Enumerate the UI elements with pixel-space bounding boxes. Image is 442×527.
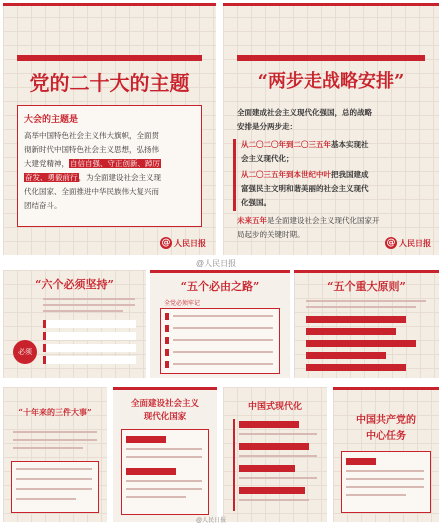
text-line [16,488,92,490]
card-title: “五个重大原则” [327,280,406,293]
watermark-top: @人民日报 [196,259,237,268]
path-bar [165,337,169,344]
content-bar [126,436,166,443]
text-line [173,315,273,317]
text-line [239,433,317,435]
text-line [239,499,309,501]
card-title-line-1: 中国共产党的 [356,415,416,426]
card-five-principles[interactable] [294,270,439,378]
step-1-period: 从二〇二〇年到二〇三五年 [241,140,331,149]
text-line [173,363,273,365]
text-line [16,468,92,470]
step-2-period: 从二〇三五年到本世纪中叶 [241,170,331,179]
must-badge: 必须 [13,340,37,364]
card-five-paths[interactable] [150,270,290,378]
card-title: “五个必由之路” [180,280,260,293]
text-line [126,488,202,490]
card-top-line [150,270,290,273]
step-1-line-1 [241,139,369,150]
content-bar [126,468,176,475]
text-line [346,494,406,496]
list-item [43,332,136,340]
path-bar [165,325,169,332]
card-title: “两步走战略安排” [257,71,405,92]
card-two-step[interactable] [223,3,439,255]
card-chinese-modernization[interactable] [223,387,327,522]
text-line-4 [24,172,161,183]
watermark-bottom: @人民日报 [196,518,227,524]
future-rest: 是全面建设社会主义现代化国家开 [267,216,380,225]
text-line [126,496,186,498]
principle-bar [306,352,386,359]
text-line [43,298,135,300]
step-2-line-3: 化强国。 [241,198,271,207]
future-line-2: 局起步的关键时期。 [237,230,305,239]
text-line [13,431,97,433]
text-line [13,439,97,441]
text-line-1: 高举中国特色社会主义伟大旗帜，全面贯 [24,131,159,140]
task-bar [346,458,376,465]
logo-icon: @ [161,238,171,248]
intro-line-1: 全面建成社会主义现代化强国，总的战略 [237,108,372,117]
step-2-line-1 [241,169,369,180]
card-top-line [333,387,439,390]
feature-bar [239,443,309,450]
step-1-line-2: 会主义现代化； [241,154,294,163]
path-bar [165,349,169,356]
text-line [346,486,424,488]
text-line [306,306,416,308]
card-three-events[interactable] [3,387,107,522]
highlight-1: 自信自强、守正创新、踔厉 [70,159,160,168]
feature-bar [239,487,305,494]
card-top-line [294,270,439,273]
paths-box [160,308,280,374]
logo [160,237,206,249]
principle-bar [306,316,406,323]
step-2-line-2: 富强民主文明和谐美丽的社会主义现代 [241,184,369,193]
list-item [43,344,136,352]
text-line-5: 代化国家、全面推进中华民族伟大复兴而 [24,187,159,196]
text-line [126,448,202,450]
path-bar [165,313,169,320]
text-line-2: 彻新时代中国特色社会主义思想，弘扬伟 [24,145,159,154]
text-line [173,339,273,341]
logo-text: 人民日报 [399,238,431,248]
events-box [11,461,99,513]
step-2-rest: 把我国建成 [331,170,369,179]
text-line-6: 团结奋斗。 [24,201,62,210]
text-line [126,480,202,482]
text-line [43,304,135,306]
logo-text: 人民日报 [174,238,206,248]
principle-bar [306,328,396,335]
text-line [239,455,317,457]
content-box [121,429,209,515]
card-modern-country[interactable] [113,387,217,522]
logo-icon: @ [386,238,396,248]
text-line [16,478,92,480]
text-line-3-pre: 大建党精神， [24,159,69,168]
feature-bar [239,465,295,472]
card-title: “六个必须坚持” [35,278,114,291]
theme-text-box [17,105,202,227]
card-top-line [3,3,216,6]
text-line [173,327,273,329]
feature-bar [239,421,299,428]
intro-line-2: 安排是分两步走： [237,122,297,131]
text-line [306,300,426,302]
card-title: 党的二十大的主题 [29,71,190,95]
title-band [237,55,425,61]
logo [385,237,431,249]
card-title-line-2: 中心任务 [366,431,406,442]
text-line [43,310,123,312]
highlight-2: 奋发、勇毅前行 [25,173,78,182]
text-line [239,477,317,479]
future-period: 未来五年 [237,216,267,225]
card-title: “十年来的三件大事” [18,407,92,417]
title-band [17,55,202,61]
heading: 大会的主题是 [24,115,79,125]
timeline-rule [233,419,235,511]
text-line [13,447,83,449]
list-item [43,356,136,364]
card-title-line-2: 现代化国家 [143,412,187,422]
path-bar [165,361,169,368]
text-line [16,498,76,500]
step-1-rest: 基本实现社 [331,140,369,149]
step-rule [233,139,236,211]
card-six-musts[interactable] [3,270,146,378]
text-line [346,470,424,472]
card-central-task[interactable] [333,387,439,522]
future-line-1 [237,215,380,226]
card-theme[interactable] [3,3,216,255]
subtitle: 全党必须牢记 [164,300,201,307]
list-item [43,320,136,328]
text-line [346,478,424,480]
card-top-line [113,387,217,390]
text-line [173,351,273,353]
text-line [126,456,202,458]
card-title-line-1: 全面建设社会主义 [130,399,199,409]
text-line-3 [24,158,161,169]
task-box [341,451,431,513]
card-title: 中国式现代化 [247,402,302,412]
text-line-4-post: ，为全面建设社会主义现 [78,173,161,182]
card-top-line [223,3,439,6]
principle-bar [306,340,416,347]
principle-bar [306,364,406,371]
